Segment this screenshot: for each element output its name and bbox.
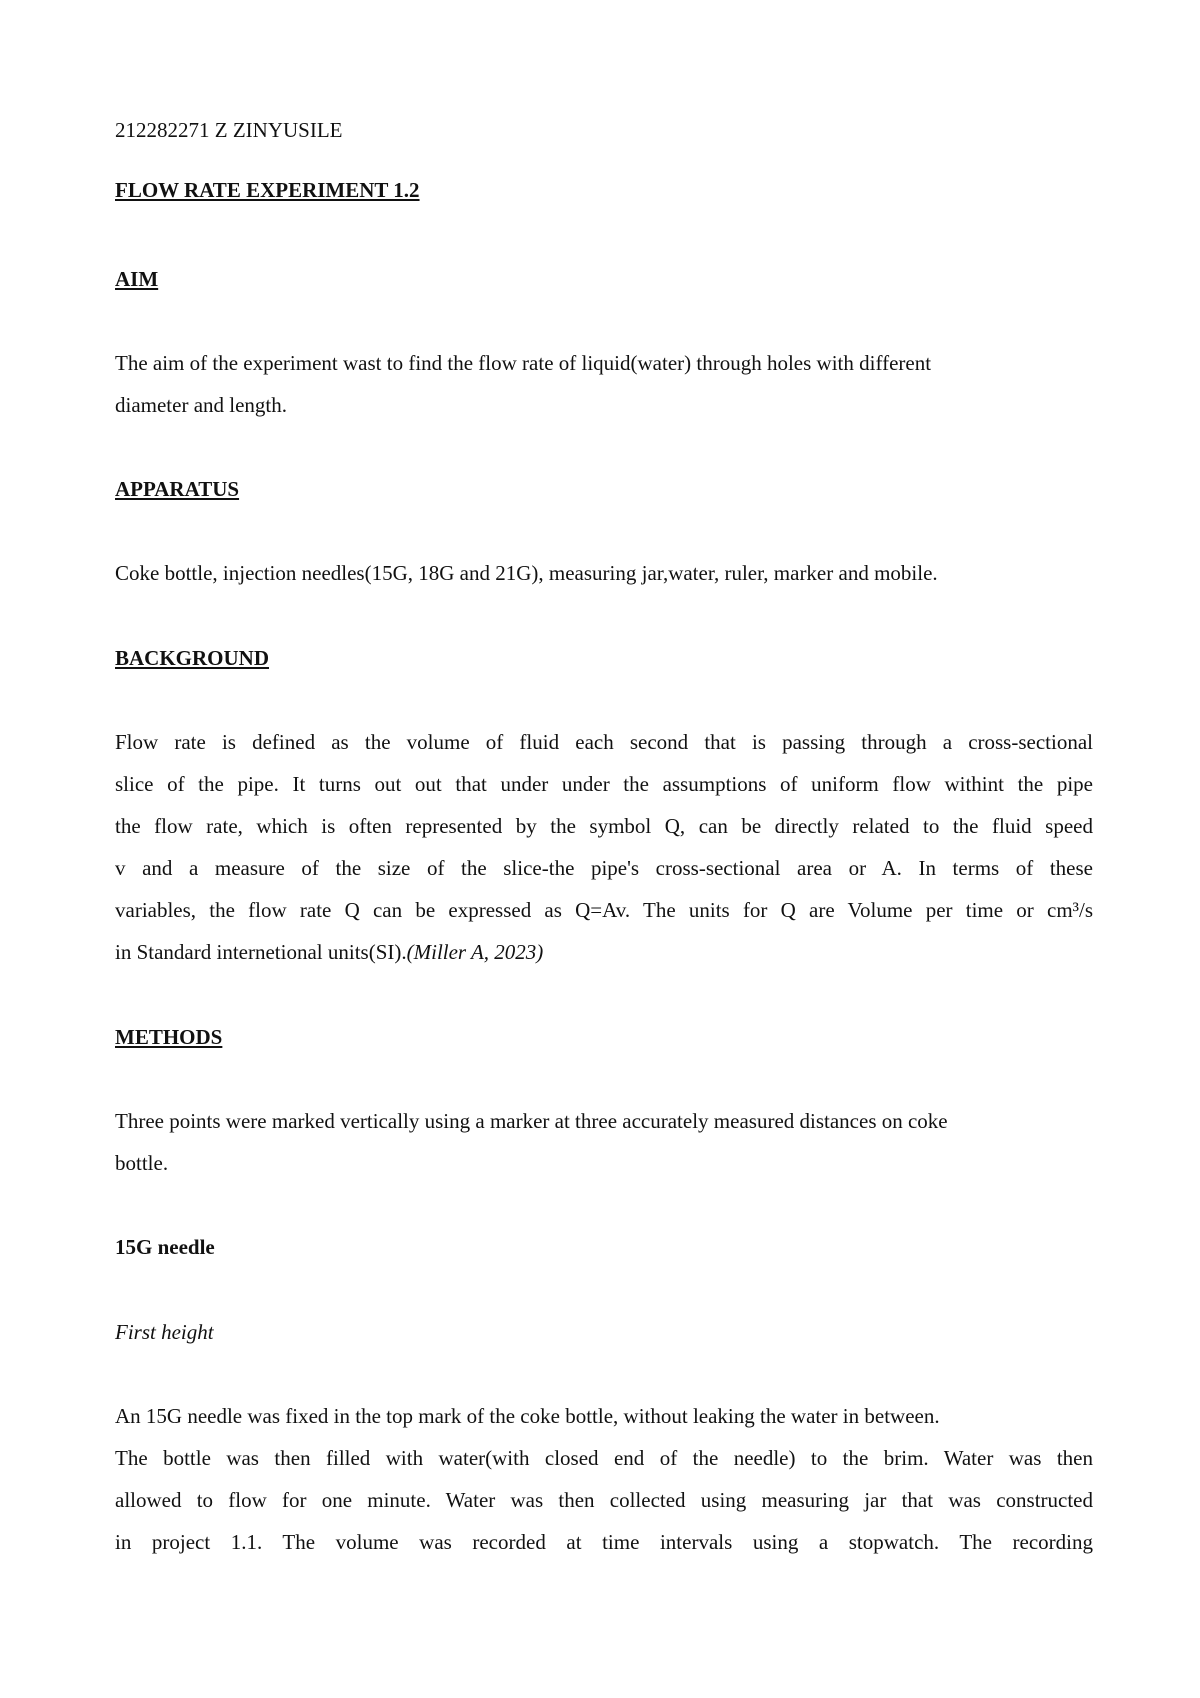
background-text-line-1: Flow rate is defined as the volume of fluid each second that is passing through a cross-sectional [115,730,1093,754]
first-height-subheading: First height [115,1320,214,1344]
author-line: 212282271 Z ZINYUSILE [115,118,343,142]
background-text-line-6 [115,942,543,963]
methods-heading: METHODS [115,1025,223,1049]
needle-15g-text-line-1: An 15G needle was fixed in the top mark of the coke bottle, without leaking the water in between. [115,1404,940,1428]
methods-text-line-1: Three points were marked vertically using a marker at three accurately measured distances on coke [115,1109,948,1133]
background-text-line-2: slice of the pipe. It turns out out that under under the assumptions of uniform flow withint the pipe [115,772,1093,796]
background-text-line-4: v and a measure of the size of the slice-the pipe's cross-sectional area or A. In terms of these [115,856,1093,880]
aim-text-line-2: diameter and length. [115,393,288,417]
methods-text-line-2: bottle. [115,1151,169,1175]
background-text-line-3: the flow rate, which is often represented by the symbol Q, can be directly related to the fluid speed [115,814,1093,838]
needle-15g-text-line-4: in project 1.1. The volume was recorded at time intervals using a stopwatch. The recording [115,1530,1093,1554]
apparatus-heading: APPARATUS [115,477,240,501]
needle-15g-text-line-3: allowed to flow for one minute. Water was then collected using measuring jar that was constructed [115,1488,1093,1512]
needle-15g-heading: 15G needle [115,1235,215,1259]
needle-15g-text-line-2: The bottle was then filled with water(with closed end of the needle) to the brim. Water was then [115,1446,1093,1470]
background-last-line: in Standard internetional units(SI). [115,940,407,964]
aim-heading: AIM [115,267,159,291]
background-citation: (Miller A, 2023) [406,940,544,964]
aim-text-line-1: The aim of the experiment wast to find the flow rate of liquid(water) through holes with different [115,351,932,375]
background-text-line-5: variables, the flow rate Q can be expressed as Q=Av. The units for Q are Volume per time or cm³/s [115,898,1093,922]
document-title: FLOW RATE EXPERIMENT 1.2 [115,178,420,202]
background-heading: BACKGROUND [115,646,270,670]
apparatus-text: Coke bottle, injection needles(15G, 18G and 21G), measuring jar,water, ruler, marker and mobile. [115,561,938,585]
